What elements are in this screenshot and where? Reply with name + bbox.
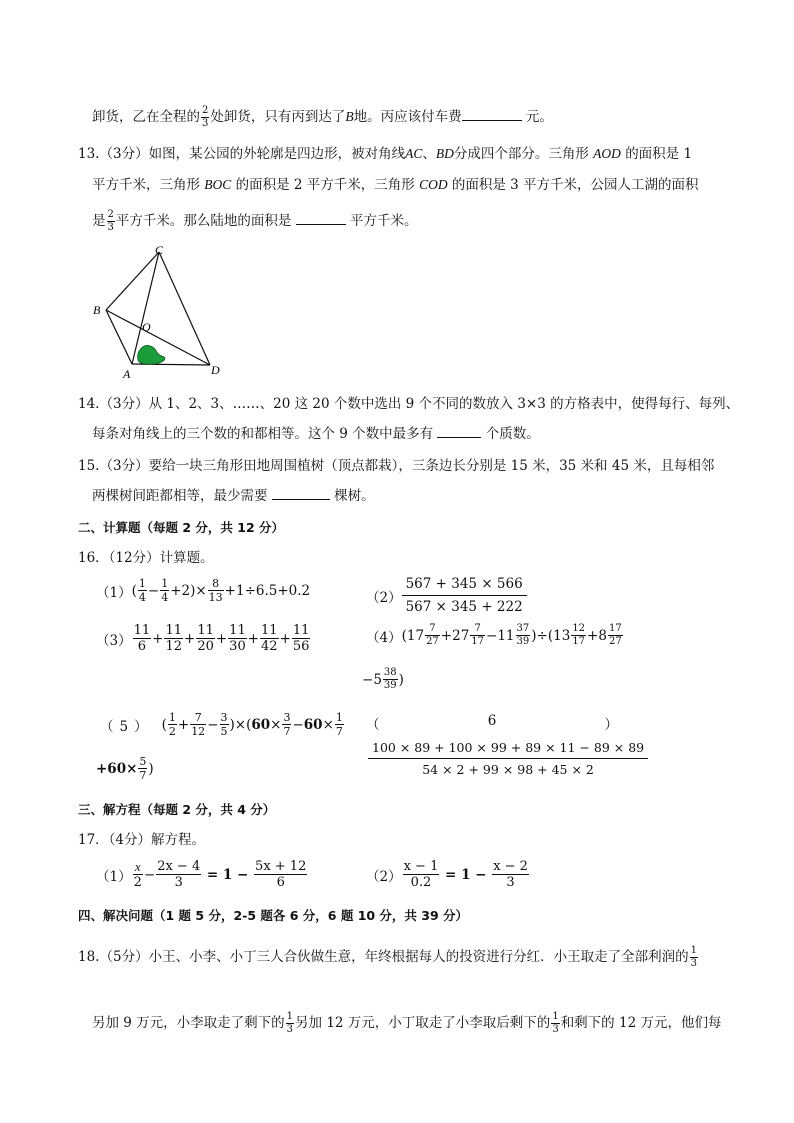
q13-text: 平方千米。那么陆地的面积是 [115,213,292,229]
frac-den: 17 [471,636,485,647]
q14-text: 个质数。 [485,426,540,442]
fraction [138,578,147,603]
q13-text: 平方千米。 [349,213,418,229]
frac-den: 3 [107,222,114,233]
question-score: （3分） [99,458,149,474]
fraction [190,712,206,737]
frac-num: 17 [608,623,622,634]
frac-den: 12 [165,639,182,654]
frac-num: 1 [552,1011,559,1022]
q17-header: 17．（4分）解方程。 [78,832,206,848]
var-b: B [345,109,354,124]
question-score: （3分） [99,396,149,412]
fraction [168,712,177,737]
question-score: （5分） [99,949,149,965]
frac-num: 38 [383,667,397,678]
fraction [292,624,311,653]
frac-den: 17 [572,636,586,647]
fraction [286,1012,294,1035]
q18-line-1 [78,946,699,969]
frac-den: 0.2 [410,875,432,890]
frac-den: 39 [516,636,530,647]
fraction [160,578,169,603]
edge-cb [106,252,159,310]
q15-line-2 [92,486,375,506]
question-number: 18. [78,949,100,965]
var-aod: AOD [593,146,621,161]
q14-text: 每条对角线上的三个数的和都相等。这个 9 个数中最多有 [92,426,434,442]
fraction [156,860,201,889]
frac-num: 11 [197,623,214,638]
paren-close: ） [604,717,618,733]
edge-ad [132,364,210,365]
frac-den: 56 [292,639,310,654]
expr-number: 60 [303,716,323,733]
frac-num: 1 [690,945,697,956]
q13-line-2 [92,175,699,195]
fraction [690,946,698,969]
q15-text: 棵树。 [334,488,375,504]
lake-shape [138,345,165,364]
frac-num: 3 [283,711,291,724]
frac-num: 1 [138,577,146,590]
paren-open: （ [366,717,380,733]
q15-line-1 [78,456,714,476]
frac-num: 11 [165,623,182,638]
q12-text: 卸货，乙在全程的 [92,109,200,125]
fraction [516,624,531,647]
frac-num: 1 [161,577,169,590]
fraction [402,576,527,615]
whole-part: 5 [373,671,382,688]
fraction [133,860,143,889]
sep: 、 [422,146,436,162]
q12-text: 处卸货，只有丙到达了 [210,109,346,125]
frac-den: 42 [261,639,278,654]
fraction [368,740,648,777]
frac-num: 5 [139,755,147,768]
frac-den: 6 [137,639,146,654]
fraction [383,668,398,691]
label-c: C [155,244,164,257]
frac-den: 54 × 2 + 99 × 98 + 45 × 2 [422,762,594,777]
frac-den: 4 [138,591,146,604]
frac-den: 39 [383,680,397,691]
frac-num: 2 [202,105,209,116]
q16-part1: （1） ( $\frac{1}{4}$ − $\frac{1}{4}$ +2)× $\frac{8}{13}$ +1÷6.5+0.2 [96,577,311,604]
frac-num: 12 [572,623,586,634]
q16-part5-cont: +60× $\frac{5}{7}$ ) [96,755,154,782]
question-number: 15. [78,458,100,474]
q13-line-3 [92,210,417,233]
q16-header: 16．（12分）计算题。 [78,550,214,566]
q16-part6 [366,713,618,733]
fraction [260,624,279,653]
frac-num: 3 [220,711,228,724]
part-label: （1） [96,868,132,885]
q16-part2 [366,576,527,615]
q14-text: 从 1、2、3、……、20 这 20 个数中选出 9 个不同的数放入 3×3 的方格表中，使得每行、每列、 [148,396,740,412]
answer-blank-13[interactable] [296,211,346,225]
frac-den: 20 [197,639,214,654]
q16-part4: （4） ( 17 $\frac{7}{27}$ + 27 $\frac{7}{17}$ − 11 $\frac{37}{39}$ )÷( 13 $\frac{12}{17}$ + 8 $\frac{17}{27}$ [366,623,622,647]
q18-text: 小王、小李、小丁三人合伙做生意，年终根据每人的投资进行分红．小王取走了全部利润的 [148,949,689,965]
q12-fraction [201,106,209,129]
var-ac: AC [405,146,423,161]
frac-den: 6 [276,875,285,890]
q18-text: 另加 12 万元，小丁取走了小李取后剩下的 [295,1015,551,1031]
q12-tail-line [92,106,553,129]
fraction [164,624,183,653]
q16-part6-expr [368,740,648,778]
q13-line-1 [78,144,692,164]
question-number: 13. [78,146,100,162]
whole-part: 8 [598,627,607,644]
part-label: （3） [96,632,132,649]
label-b: B [93,303,101,317]
frac-den: 3 [286,1024,294,1035]
q16-part3: （3） $\frac{11}{6}$ + $\frac{11}{12}$ + $\frac{11}{20}$ + $\frac{11}{30}$ + $\frac{11}{42}$ + $\frac{11}{56}$ [96,623,310,654]
frac-den: 4 [161,591,169,604]
part-label: （4） [366,629,402,646]
q18-text: 另加 9 万元，小李取走了剩下的 [92,1015,285,1031]
q18-line-2 [92,1012,721,1035]
q13-text: 平方千米，三角形 [92,177,200,193]
frac-den: 27 [608,636,622,647]
frac-num: x − 2 [493,859,528,874]
answer-blank-12[interactable] [462,107,522,121]
frac-num: 7 [470,624,485,636]
q13-text: 的面积是 [625,146,680,162]
frac-den: 7 [139,769,147,782]
q12-text: 地。丙应该付车费 [353,109,462,125]
q18-text: 和剩下的 12 万元，他们每 [560,1015,722,1031]
frac-num: 1 [168,711,176,724]
var-bd: BD [435,146,454,161]
fraction [608,624,623,647]
fraction [470,624,485,647]
frac-num: 37 [516,623,530,634]
question-number: 14. [78,396,100,412]
frac-num: x − 1 [403,859,439,874]
frac-den: 3 [552,1024,559,1035]
frac-den: 13 [208,591,223,604]
frac-den: 5 [220,725,228,738]
part-label: （5） [100,718,154,735]
question-score: （3分） [99,146,149,162]
q12-unit: 元。 [525,109,553,125]
label-a: A [123,367,131,379]
frac-num: 8 [208,578,224,591]
quadrilateral-figure [88,244,228,379]
q13-text: 1 [683,146,693,162]
fraction [254,860,307,889]
frac-den: 3 [506,875,515,890]
q13-text: 的面积是 3 平方千米，公园人工湖的面积 [451,177,699,193]
frac-den: 2 [168,725,176,738]
frac-den: 7 [335,725,343,738]
frac-num: 11 [229,623,246,638]
frac-num: 2x − 4 [157,859,201,874]
whole-part: 27 [452,627,470,644]
frac-num: 7 [425,624,440,636]
fraction [492,860,529,889]
frac-num: 100 × 89 + 100 × 99 + 89 × 11 − 89 × 89 [368,740,648,759]
fraction [571,624,586,647]
frac-den: 30 [229,639,246,654]
frac-num: 1 [335,711,343,724]
label-o: O [142,320,151,334]
frac-num: 11 [292,623,310,638]
answer-blank-15[interactable] [272,486,330,500]
frac-den: 3 [690,958,697,969]
fraction [335,712,344,737]
fraction [133,624,152,653]
expr-tail: +1÷6.5+0.2 [224,582,311,599]
section-heading-2: 二、计算题（每题 2 分，共 12 分） [78,520,285,535]
frac-den: 567 × 345 + 222 [405,599,523,615]
part-label: （2） [366,868,402,885]
q17-eq1: （1） $\frac{x}{2}$ − $\frac{2x - 4}{3}$ = 1 − $\frac{5x + 12}{6}$ [96,859,307,890]
part-label: （1） [96,584,132,601]
fraction [220,712,229,737]
part-label: 6 [487,713,497,729]
expr-tail: +60× [96,760,138,777]
part-label: （2） [366,589,402,606]
fraction [403,860,440,889]
q13-text: 的面积是 2 平方千米，三角形 [235,177,415,193]
fraction [228,624,247,653]
q13-text: 是 [92,213,106,229]
q13-text: 如图，某公园的外轮廓是四边形，被对角线 [148,146,406,162]
section-heading-4: 四、解决问题（1 题 5 分，2-5 题各 6 分，6 题 10 分，共 39 分） [78,908,469,923]
q15-text: 两棵树间距都相等，最少需要 [92,488,268,504]
whole-part: 13 [553,627,571,644]
section-heading-3: 三、解方程（每题 2 分，共 4 分） [78,802,276,817]
frac-num: 11 [133,623,151,638]
frac-den: 2 [133,875,142,890]
q16-part4-cont: − 5 $\frac{38}{39}$ ) [362,667,404,691]
frac-num: 11 [261,623,278,638]
frac-den: 3 [174,875,183,890]
answer-blank-14[interactable] [437,424,481,438]
frac-num: 2 [107,209,114,220]
frac-num: 1 [286,1011,294,1022]
fraction [551,1012,559,1035]
q16-part5: （5） ( $\frac{1}{2}$ + $\frac{7}{12}$ − $\frac{3}{5}$ )×( 60 × $\frac{3}{7}$ − 60 × $\frac{1}{7}$ [100,711,343,738]
frac-den: 27 [426,636,439,647]
whole-part: 11 [497,627,515,644]
frac-num: 5x + 12 [255,859,307,874]
var-cod: COD [419,177,448,192]
q14-line-1 [78,394,739,414]
q15-text: 要给一块三角形田地周围植树（顶点都栽），三条边长分别是 15 米，35 米和 45 米，且每相邻 [148,458,715,474]
var-boc: BOC [204,177,232,192]
fraction [196,624,215,653]
edge-dc [159,252,210,365]
fraction [282,712,291,737]
frac-den: 7 [283,725,291,738]
frac-den: 3 [202,118,209,129]
frac-den: 12 [191,725,206,738]
edge-ba [106,310,132,364]
frac-num: 567 + 345 × 566 [402,576,527,596]
fraction [138,756,147,781]
whole-part: 17 [406,627,425,644]
frac-num: x [133,860,143,875]
q13-text: 分成四个部分。三角形 [453,146,589,162]
q17-eq2: （2） $\frac{x - 1}{0.2}$ = 1 − $\frac{x - 2}{3}$ [366,859,528,890]
expr-number: 60 [251,716,271,733]
fraction [208,578,224,603]
q13-fraction [107,210,115,233]
fraction [425,624,440,647]
label-d: D [211,363,220,377]
q14-line-2 [92,424,540,444]
frac-num: 7 [190,712,206,725]
